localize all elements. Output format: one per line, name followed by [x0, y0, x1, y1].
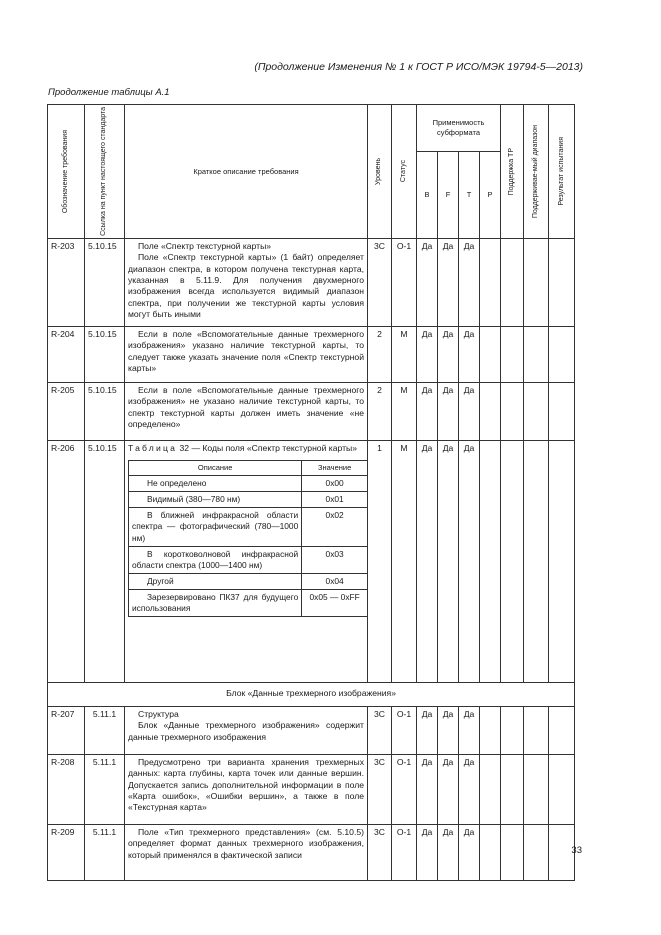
row-ref: 5.11.1: [85, 754, 125, 824]
section-title: Блок «Данные трехмерного изображения»: [48, 682, 575, 706]
col-header-t: T: [459, 151, 480, 238]
row-desc: Поле «Спектр текстурной карты» Поле «Спектр текстурной карты» (1 байт) определяет диапазон спектра, в котором получена текстурная карта, указанная в 5.11.9. Для получения двухмерного изображения всегда используется видимый диапазон спектра, при получении же текстурной карты условия могут быть иными: [125, 238, 368, 326]
row-t: Да: [459, 440, 480, 682]
inner-col-desc: Описание: [129, 461, 302, 476]
table-row: [48, 706, 575, 754]
col-header-applicability: Применимость субформата: [417, 105, 501, 152]
row-f: Да: [438, 824, 459, 880]
row-ref: 5.10.15: [85, 238, 125, 326]
row-t: Да: [459, 238, 480, 326]
row-status: O-1: [392, 238, 417, 326]
row-f: Да: [438, 238, 459, 326]
inner-table-caption: Таблица 32 — Коды поля «Спектр текстурной карты»: [128, 442, 357, 453]
inner-row: В коротковолновой инфракрасной области спектра (1000—1400 нм) 0x03: [129, 546, 368, 573]
table-row: [48, 326, 575, 382]
col-header-f: F: [438, 151, 459, 238]
row-b: Да: [417, 382, 438, 440]
row-level: 2: [368, 382, 392, 440]
row-level: 3C: [368, 754, 392, 824]
inner-row: Другой 0x04: [129, 573, 368, 589]
row-status: M: [392, 440, 417, 682]
row-ref: 5.11.1: [85, 706, 125, 754]
col-header-level: Уровень: [368, 105, 392, 239]
row-id: R-206: [48, 440, 85, 682]
requirements-table: [47, 104, 575, 881]
row-f: Да: [438, 706, 459, 754]
row-t: Да: [459, 382, 480, 440]
row-f: Да: [438, 754, 459, 824]
table-continuation-label: Продолжение таблицы А.1: [48, 87, 170, 98]
page-number: 33: [571, 845, 582, 856]
row-level: 3C: [368, 824, 392, 880]
row-status: O-1: [392, 824, 417, 880]
row-id: R-203: [48, 238, 85, 326]
col-header-desc: Краткое описание требования: [125, 105, 368, 239]
inner-row: В ближней инфракрасной области спектра — фотографический (780—1000 нм) 0x02: [129, 508, 368, 546]
row-t: Да: [459, 326, 480, 382]
table-row: [48, 382, 575, 440]
row-ref: 5.10.15: [85, 382, 125, 440]
row-ref: 5.11.1: [85, 824, 125, 880]
col-header-id: Обозначение требования: [48, 105, 85, 239]
inner-row: Не определено 0x00: [129, 476, 368, 492]
row-b: Да: [417, 326, 438, 382]
row-level: 2: [368, 326, 392, 382]
col-header-tp: Поддержка TP: [501, 105, 524, 239]
row-b: Да: [417, 440, 438, 682]
row-desc: Поле «Тип трехмерного представления» (см. 5.10.5) определяет формат данных трехмерного изображения, который применялся в фактической записи: [125, 824, 368, 880]
table-row: [48, 238, 575, 326]
row-ref: 5.10.15: [85, 326, 125, 382]
row-level: 1: [368, 440, 392, 682]
row-status: O-1: [392, 754, 417, 824]
row-status: O-1: [392, 706, 417, 754]
row-desc: Структура Блок «Данные трехмерного изображения» содержит данные трехмерного изображения: [125, 706, 368, 754]
section-row: [48, 682, 575, 706]
row-b: Да: [417, 706, 438, 754]
row-ref: 5.10.15: [85, 440, 125, 682]
inner-col-value: Значение: [302, 461, 368, 476]
row-id: R-207: [48, 706, 85, 754]
row-desc: Если в поле «Вспомогательные данные трехмерного изображения» указано наличие текстурной карты, то следует также указать значение поля «Спектр текстурной карты»: [125, 326, 368, 382]
row-id: R-208: [48, 754, 85, 824]
row-level: 3C: [368, 706, 392, 754]
table-row: [48, 824, 575, 880]
inner-row: Видимый (380—780 нм) 0x01: [129, 492, 368, 508]
page-header: (Продолжение Изменения № 1 к ГОСТ Р ИСО/МЭК 19794-5—2013): [254, 61, 583, 73]
row-f: Да: [438, 440, 459, 682]
row-b: Да: [417, 238, 438, 326]
row-t: Да: [459, 754, 480, 824]
col-header-result: Результат испытания: [549, 105, 575, 239]
row-b: Да: [417, 824, 438, 880]
row-f: Да: [438, 326, 459, 382]
row-t: Да: [459, 706, 480, 754]
col-header-range: Поддерживае-мый диапазон: [524, 105, 549, 239]
row-id: R-205: [48, 382, 85, 440]
table-row: [48, 754, 575, 824]
row-t: Да: [459, 824, 480, 880]
table-row: [48, 440, 575, 682]
row-id: R-204: [48, 326, 85, 382]
row-b: Да: [417, 754, 438, 824]
spectrum-codes-table: [128, 460, 368, 617]
col-header-status: Статус: [392, 105, 417, 239]
row-status: M: [392, 382, 417, 440]
table-header-row: [48, 105, 575, 152]
row-desc: [125, 440, 368, 682]
row-f: Да: [438, 382, 459, 440]
col-header-ref: Ссылка на пункт настоящего стандарта: [85, 105, 125, 239]
row-desc: Если в поле «Вспомогательные данные трехмерного изображения» не указано наличие текстурной карты, то спектр текстурной карты должен иметь значение «не определено»: [125, 382, 368, 440]
inner-row: Зарезервировано ПК37 для будущего использования 0x05 — 0xFF: [129, 589, 368, 616]
row-status: M: [392, 326, 417, 382]
row-id: R-209: [48, 824, 85, 880]
row-desc: Предусмотрено три варианта хранения трехмерных данных: карта глубины, карта точек или данные вершин. Допускается запись дополнительной информации в поле «Карта ошибок», «Ошибки вершин», а также в поле «Текстурная карта»: [125, 754, 368, 824]
col-header-b: B: [417, 151, 438, 238]
col-header-p: P: [480, 151, 501, 238]
row-level: 3C: [368, 238, 392, 326]
